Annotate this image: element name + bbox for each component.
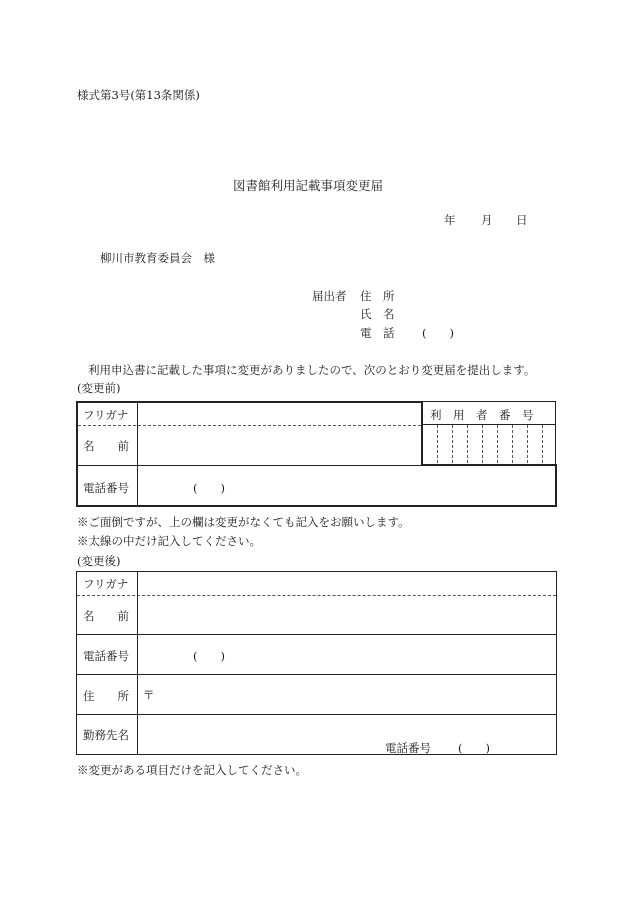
after-furigana-label: フリガナ (83, 577, 129, 591)
after-address-label: 住 所 (83, 689, 129, 703)
note-2: ※太線の中だけ記入してください。 (77, 534, 261, 548)
applicant-phone-paren: ( ) (422, 326, 454, 340)
before-furigana-label: フリガナ (83, 408, 129, 422)
before-name-field[interactable] (139, 427, 420, 464)
intro-text: 利用申込書に記載した事項に変更がありましたので、次のとおり変更届を提出します。 (88, 363, 536, 377)
before-furigana-field[interactable] (139, 404, 420, 424)
form-number: 様式第3号(第13条関係) (77, 88, 200, 102)
after-phone-field[interactable] (139, 636, 554, 673)
user-number-field[interactable] (423, 426, 555, 463)
date-year: 年 (444, 213, 456, 227)
after-section-label: (変更後) (77, 554, 121, 568)
before-phone-label: 電話番号 (83, 481, 129, 495)
after-furigana-field[interactable] (139, 573, 554, 594)
after-name-label: 名 前 (83, 609, 129, 623)
after-phone-paren: ( ) (193, 649, 225, 663)
applicant-phone-label: 電 話 (360, 326, 395, 340)
page-title: 図書館利用記載事項変更届 (233, 178, 384, 193)
applicant-name-label: 氏 名 (360, 307, 395, 321)
before-section-label: (変更前) (77, 381, 121, 395)
date-day: 日 (516, 213, 528, 227)
after-phone-label: 電話番号 (83, 649, 129, 663)
postal-mark: 〒 (143, 688, 155, 702)
workplace-phone-paren: ( ) (458, 741, 490, 755)
after-name-field[interactable] (139, 597, 554, 633)
note-1: ※ご面倒ですが、上の欄は変更がなくても記入をお願いします。 (77, 515, 410, 529)
after-workplace-label: 勤務先名 (83, 728, 129, 742)
before-name-label: 名 前 (83, 439, 129, 453)
before-phone-field[interactable] (139, 467, 553, 504)
footer-note: ※変更がある項目だけを記入してください。 (77, 763, 307, 777)
before-phone-paren: ( ) (193, 481, 225, 495)
addressee: 柳川市教育委員会 様 (100, 251, 215, 265)
after-workplace-field[interactable] (139, 716, 554, 753)
workplace-phone-label: 電話番号 (385, 741, 431, 755)
applicant-address-label: 住 所 (360, 289, 395, 303)
after-address-field[interactable] (156, 676, 554, 713)
applicant-label: 届出者 (312, 289, 347, 303)
date-month: 月 (481, 213, 493, 227)
user-number-label: 利 用 者 番 号 (430, 408, 534, 422)
